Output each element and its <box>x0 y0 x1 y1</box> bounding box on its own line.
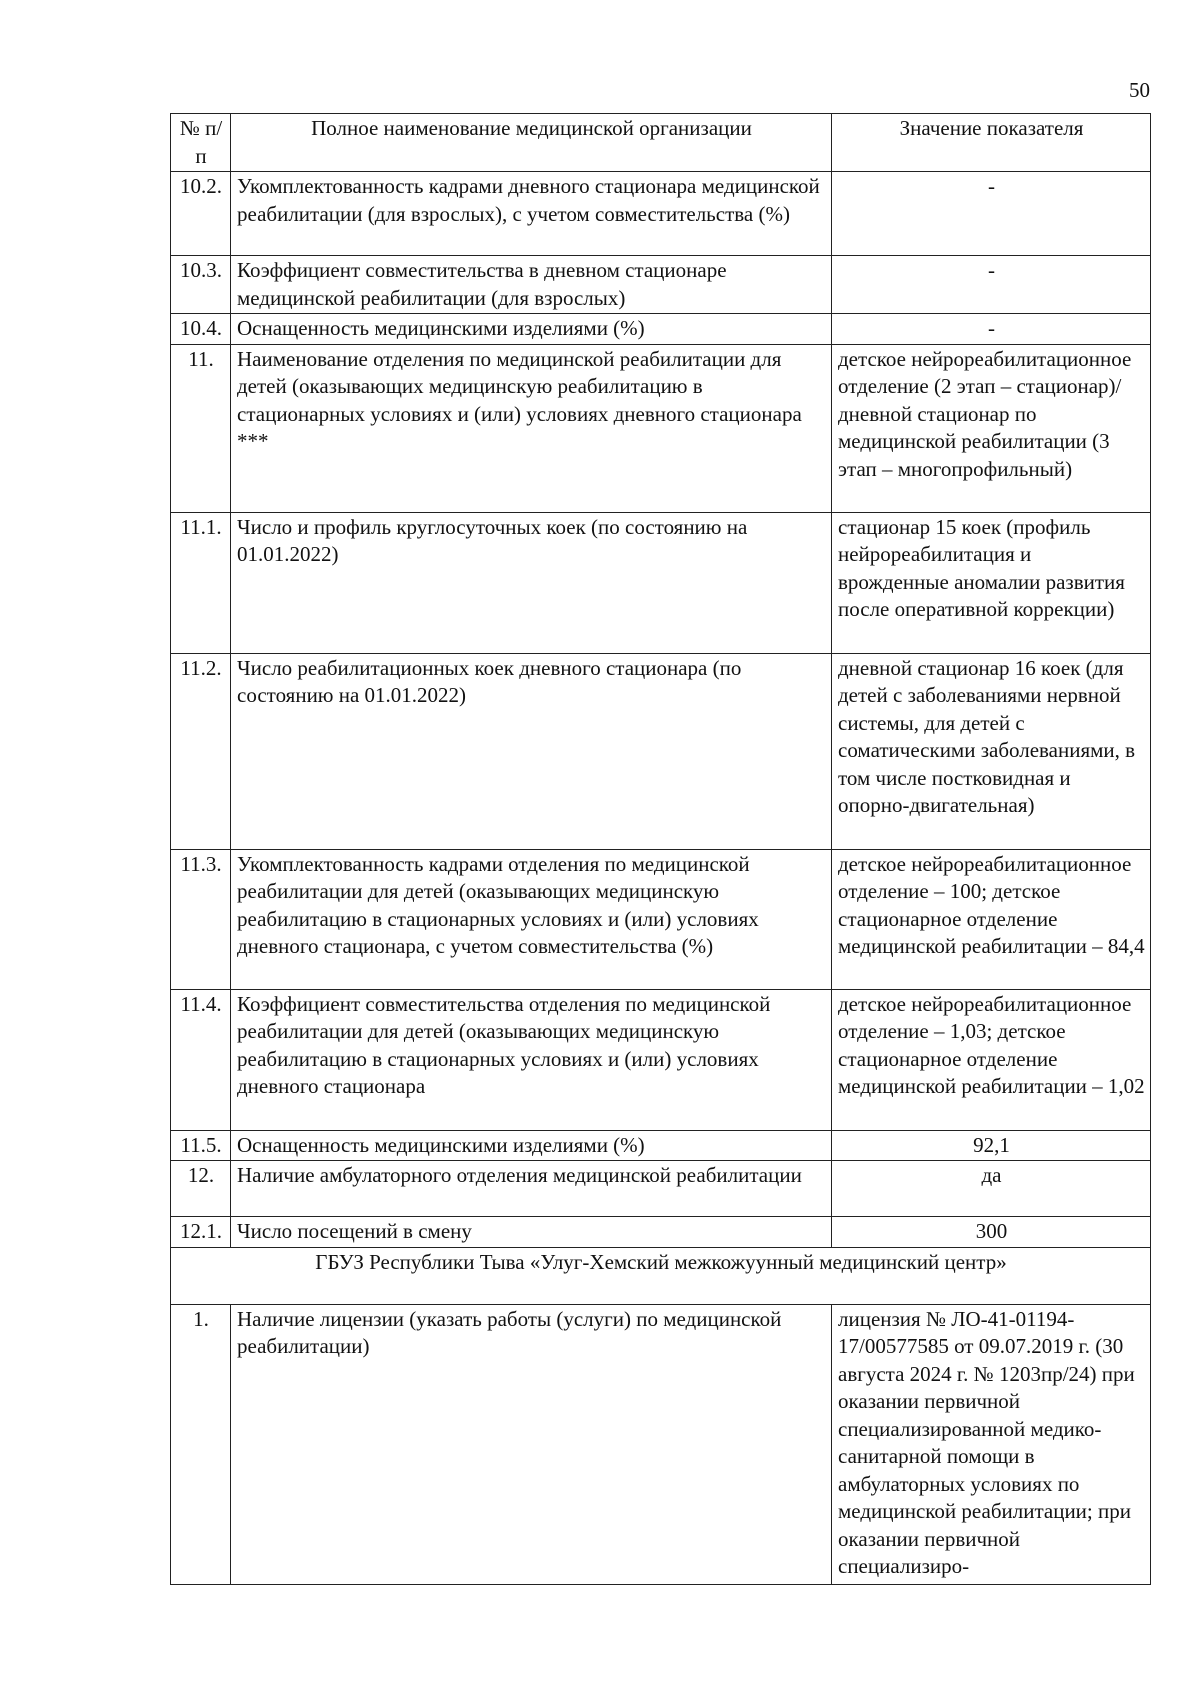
table-row <box>171 344 1151 512</box>
row-name: Укомплектованность кадрами дневного стационара медицинской реабилитации (для взрослых), с учетом совместительства (%) <box>231 172 832 256</box>
row-name: Наименование отделения по медицинской реабилитации для детей (оказывающих медицинскую реабилитацию в стационарных условиях и (или) условиях дневного стационара *** <box>231 344 832 512</box>
row-value: - <box>832 172 1151 256</box>
row-number: 11. <box>171 344 231 512</box>
table-row <box>171 314 1151 345</box>
row-number: 11.5. <box>171 1130 231 1161</box>
row-value: детское нейрореабилитационное отделение (2 этап – стационар)/дневной стационар по медицинской реабилитации (3 этап – многопрофильный) <box>832 344 1151 512</box>
row-number: 11.2. <box>171 653 231 849</box>
row-value: 92,1 <box>832 1130 1151 1161</box>
row-name: Коэффициент совместительства в дневном стационаре медицинской реабилитации (для взрослых) <box>231 256 832 314</box>
row-value: - <box>832 314 1151 345</box>
row-number: 11.4. <box>171 989 231 1130</box>
row-value: детское нейрореабилитационное отделение – 1,03; детское стационарное отделение медицинской реабилитации – 1,02 <box>832 989 1151 1130</box>
row-value: - <box>832 256 1151 314</box>
header-value: Значение показателя <box>832 114 1151 172</box>
row-name: Коэффициент совместительства отделения по медицинской реабилитации для детей (оказывающих медицинскую реабилитацию в стационарных условиях и (или) условиях дневного стационара <box>231 989 832 1130</box>
header-name: Полное наименование медицинской организации <box>231 114 832 172</box>
row-name: Число посещений в смену <box>231 1217 832 1248</box>
row-value: детское нейрореабилитационное отделение – 100; детское стационарное отделение медицинской реабилитации – 84,4 <box>832 849 1151 989</box>
table-row <box>171 1161 1151 1217</box>
row-number: 11.1. <box>171 512 231 653</box>
section-title: ГБУЗ Республики Тыва «Улуг-Хемский межкожуунный медицинский центр» <box>171 1247 1151 1304</box>
section-header-row <box>171 1247 1151 1304</box>
indicator-table <box>170 113 1151 1585</box>
row-name: Укомплектованность кадрами отделения по медицинской реабилитации для детей (оказывающих медицинскую реабилитацию в стационарных условиях и (или) условиях дневного стационара, с учетом совместительства (%) <box>231 849 832 989</box>
page-number: 50 <box>1129 78 1150 102</box>
row-number: 12. <box>171 1161 231 1217</box>
table-row <box>171 512 1151 653</box>
table-row <box>171 172 1151 256</box>
row-number: 10.4. <box>171 314 231 345</box>
row-name: Наличие амбулаторного отделения медицинской реабилитации <box>231 1161 832 1217</box>
table-row <box>171 256 1151 314</box>
row-name: Наличие лицензии (указать работы (услуги) по медицинской реабилитации) <box>231 1304 832 1584</box>
row-number: 10.2. <box>171 172 231 256</box>
table-row <box>171 989 1151 1130</box>
header-num: № п/п <box>171 114 231 172</box>
row-number: 12.1. <box>171 1217 231 1248</box>
row-number: 1. <box>171 1304 231 1584</box>
row-name: Оснащенность медицинскими изделиями (%) <box>231 314 832 345</box>
row-name: Число и профиль круглосуточных коек (по состоянию на 01.01.2022) <box>231 512 832 653</box>
table-row <box>171 1130 1151 1161</box>
row-number: 11.3. <box>171 849 231 989</box>
row-number: 10.3. <box>171 256 231 314</box>
row-value: дневной стационар 16 коек (для детей с заболеваниями нервной системы, для детей с соматическими заболеваниями, в том числе постковидная и опорно-двигательная) <box>832 653 1151 849</box>
row-value: 300 <box>832 1217 1151 1248</box>
row-name: Оснащенность медицинскими изделиями (%) <box>231 1130 832 1161</box>
row-value: лицензия № ЛО-41-01194-17/00577585 от 09.07.2019 г. (30 августа 2024 г. № 1203пр/24) при оказании первичной специализированной медико-санитарной помощи в амбулаторных условиях по медицинской реабилитации; при оказании первичной специализиро- <box>832 1304 1151 1584</box>
table-row <box>171 849 1151 989</box>
table-row <box>171 1304 1151 1584</box>
row-value: да <box>832 1161 1151 1217</box>
row-name: Число реабилитационных коек дневного стационара (по состоянию на 01.01.2022) <box>231 653 832 849</box>
table-header-row <box>171 114 1151 172</box>
table-row <box>171 653 1151 849</box>
row-value: стационар 15 коек (профиль нейрореабилитация и врожденные аномалии развития после оперативной коррекции) <box>832 512 1151 653</box>
table-row <box>171 1217 1151 1248</box>
